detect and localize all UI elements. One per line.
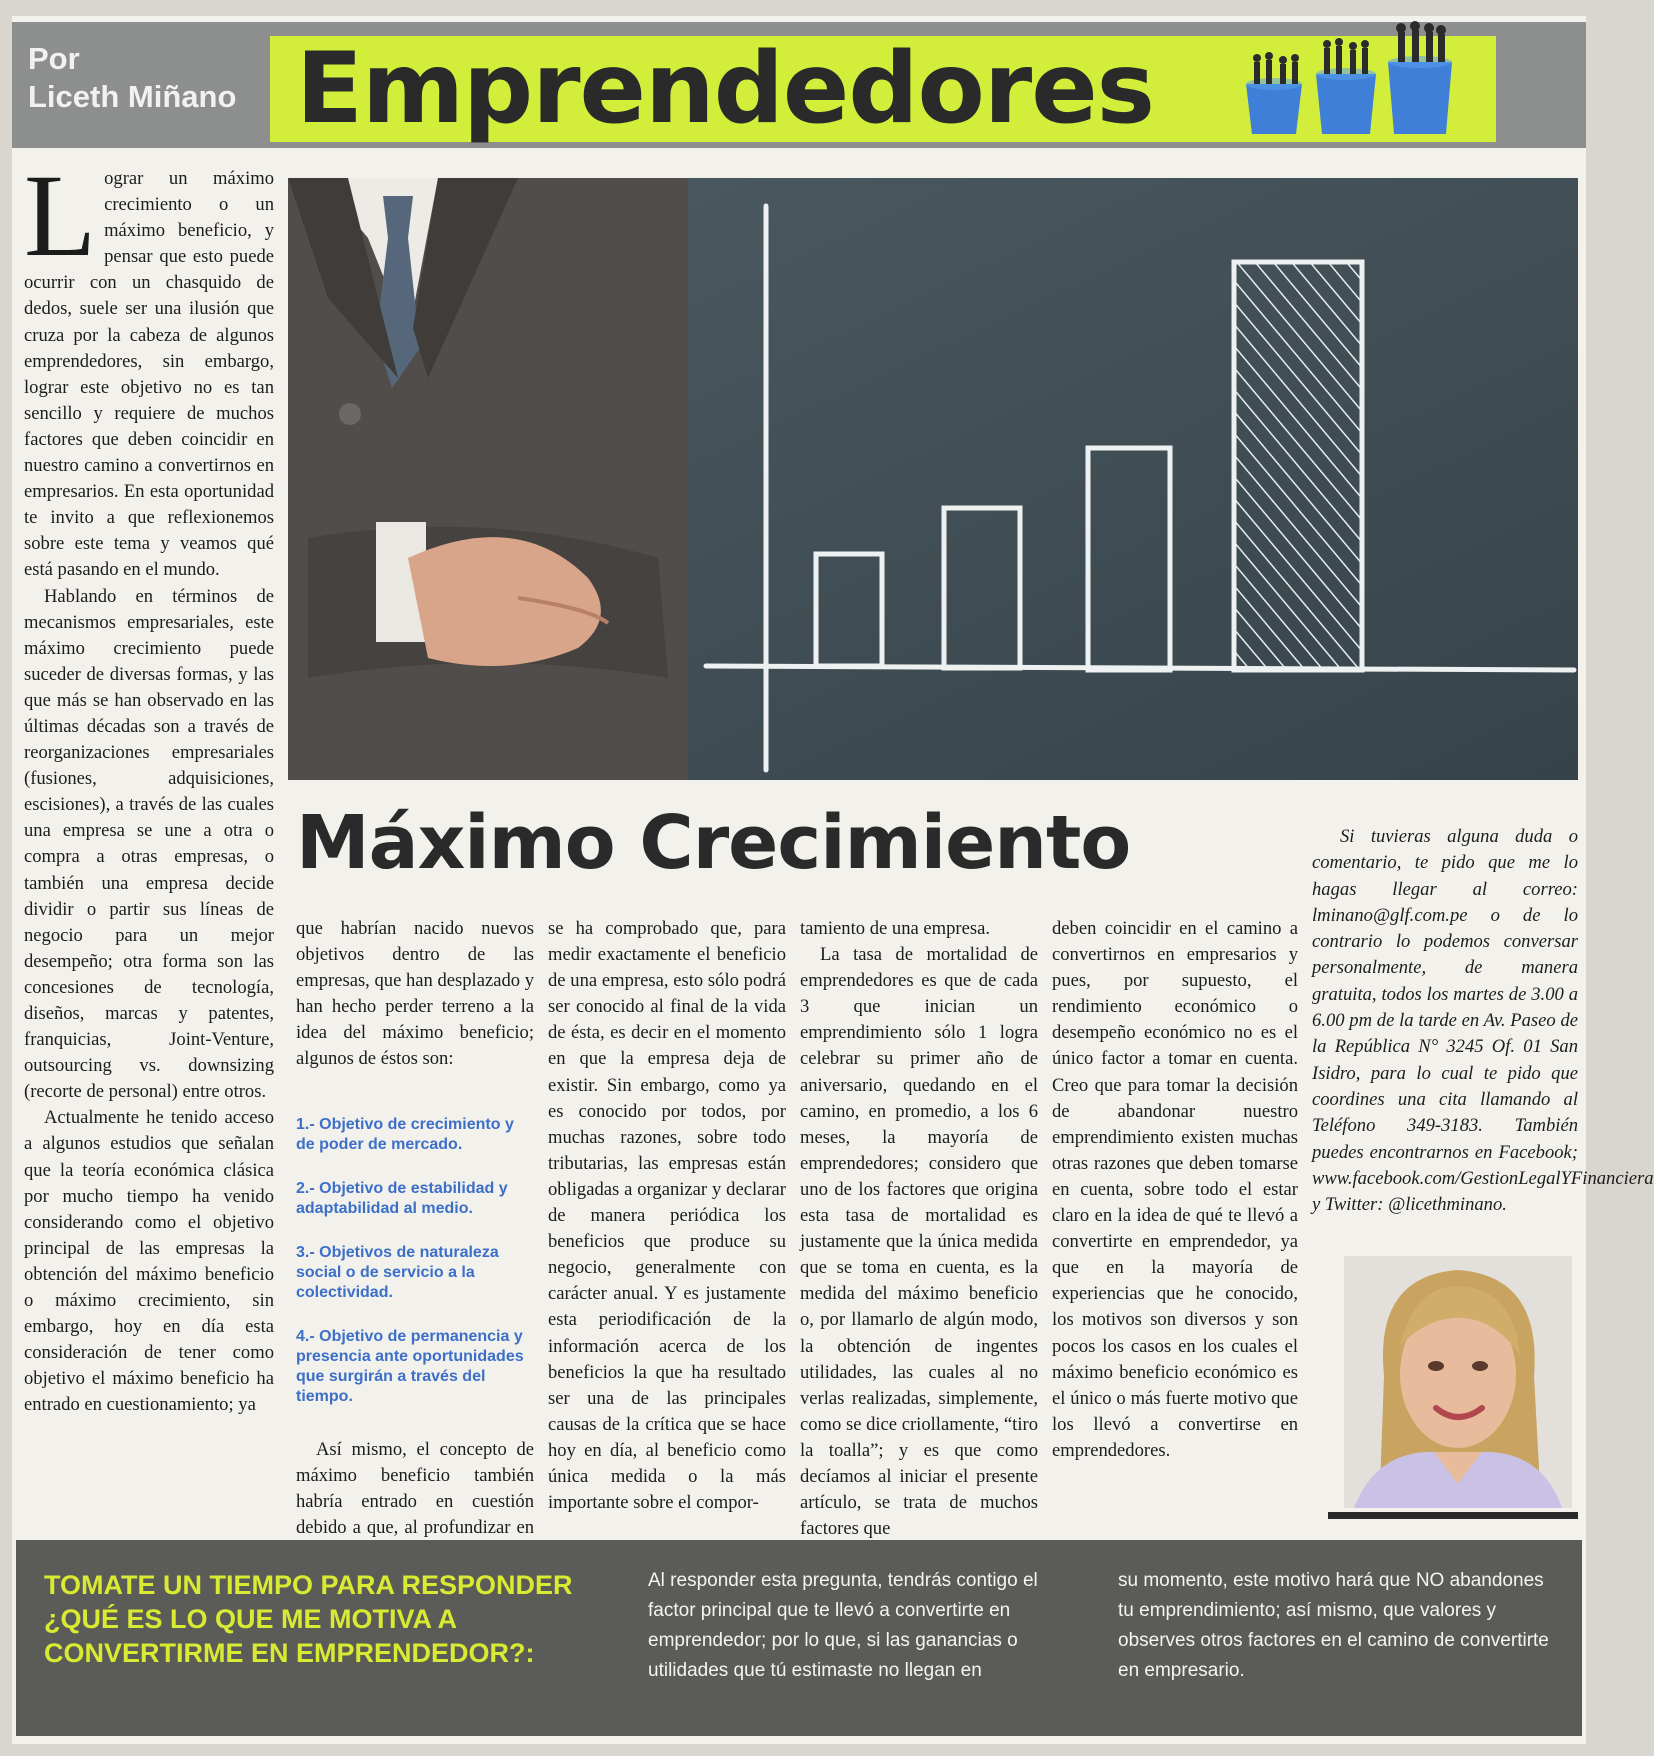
contact-box [1312, 824, 1654, 1218]
drop-cap: L [24, 150, 97, 281]
byline-label: Por [28, 41, 80, 76]
article-title: Máximo Crecimiento [296, 800, 1131, 886]
businessman-chalkboard-image [288, 178, 1578, 780]
footer-question: TOMATE UN TIEMPO PARA RESPONDER ¿QUÉ ES LO QUE ME MOTIVA A CONVERTIRME EN EMPRENDEDOR?: [44, 1570, 573, 1668]
article-column-5 [1052, 916, 1298, 1464]
paragraph: Actualmente he tenido acceso a algunos estudios que señalan que la teoría económica clásica por mucho tiempo ha venido considerando como el objetivo principal de las empresas la obtención del máximo beneficio o máximo crecimiento, sin embargo, hoy en día esta consideración de tener como objetivo el máximo beneficio ha entrado en cuestionamiento; ya [24, 1107, 274, 1416]
author-portrait [1344, 1256, 1572, 1508]
paragraph: Así mismo, el concepto de máximo beneficio también habría entrado en cuestión debido a que, al profundizar en [296, 1438, 534, 1538]
paragraph: que habrían nacido nuevos objetivos dentro de las empresas, que han desplazado y han hecho perder terreno a la idea del máximo beneficio; algunos de éstos son: [296, 918, 535, 1070]
contact-text: Si tuvieras alguna duda o comentario, te pido que me lo hagas llegar al correo: lminano@glf.com.pe o de lo contrario lo podemos conversar personalmente, de manera gratuita, todos los martes de 3.00 a 6.00 pm de la tarde en Av. Paseo de la República N° 3245 Of. 01 San Isidro, para lo cual te pido que coordines una cita llamando al Teléfono 349-3183. También puedes encontrarnos en Facebook; www.facebook.com/GestionLegalYFinanciera y Twitter: @licethminano. [1312, 826, 1654, 1216]
article-column-4 [800, 916, 1038, 1542]
article-column-2 [296, 916, 534, 1567]
list-item: 3.- Objetivos de naturaleza social o de servicio a la colectividad. [296, 1243, 499, 1301]
question-footer [16, 1540, 1582, 1736]
paragraph: Hablando en términos de mecanismos empresariales, este máximo crecimiento puede suceder de diversas formas, y las que más se han observado en las últimas décadas son a través de reorganizaciones empresariales (fusiones, adquisiciones, escisiones), a través de las cuales una empresa se une a otra o compra a otras empresas, o también una empresa decide dividir o partir sus líneas de negocio para un mejor desempeño; otra forma son las concesiones de tecnología, diseños, marcas y patentes, franquicias, Joint-Venture, outsourcing vs. downsizing (recorte de personal) entre otros. [24, 585, 274, 1103]
article-column-3 [548, 916, 786, 1516]
newspaper-page [12, 16, 1654, 1744]
article-photo [288, 178, 1578, 780]
list-item: 1.- Objetivo de crecimiento y de poder de mercado. [296, 1115, 514, 1153]
paragraph: ograr un máximo crecimiento o un máximo beneficio, y pensar que esto puede ocurrir con un chasquido de dedos, suele ser una ilusión que cruza por la cabeza de algunos emprendedores, sin embargo, lograr este objetivo no es tan sencillo y requiere de muchos factores que deben coincidir en nuestro camino a convertirnos en empresarios. En esta oportunidad te invito a que reflexionemos sobre este tema y veamos qué está pasando en el mundo. [24, 168, 274, 581]
business-people-podium-icon [1230, 18, 1490, 142]
divider [1328, 1512, 1578, 1519]
paragraph: deben coincidir en el camino a convertirnos en empresarios y pues, por supuesto, el rendimiento económico o desempeño económico no es el único factor a tomar en cuenta. Creo que para tomar la decisión de abandonar nuestro emprendimiento existen muchas otras razones que deben tomarse en cuenta, sobre todo el estar claro en la idea de qué te llevó a convertirte en emprendedor, ya que en la mayoría de experiencias que he conocido, los motivos son diversos y son pocos los casos en los cuales el máximo beneficio económico es el único o más fuerte motivo que los llevó a convertirse en emprendedores. [1052, 918, 1298, 1461]
paragraph: La tasa de mortalidad de emprendedores es que de cada 3 que inician un emprendimiento sólo 1 logra celebrar su primer año de aniversario, quedando en el camino, en promedio, a los 6 meses, la mayoría de emprendedores; considero que uno de los factores que origina esta tasa de mortalidad es justamente que la única medida que se toma en cuenta, es la medida del máximo beneficio o, por llamarlo de algún modo, la obtención de ingentes utilidades, las cuales al no verlas realizadas, simplemente, como se dice criollamente, “tiro la toalla”; y es que como decíamos al iniciar el presente artículo, se trata de muchos factores que [800, 944, 1039, 1540]
article-column-1 [24, 150, 274, 1419]
footer-text-left: Al responder esta pregunta, tendrás contigo el factor principal que te llevó a convertirte en emprendedor; por lo que, si las ganancias o utilidades que tú estimaste no llegan en [648, 1570, 1038, 1681]
paragraph: se ha comprobado que, para medir exactamente el beneficio de una empresa, esto sólo podrá ser conocido al final de la vida de ésta, es decir en el momento en que la empresa deja de existir. Sin embargo, como ya es conocido por todos, por muchas razones, sobre todo tributarias, las empresas están obligadas a organizar y declarar de manera periódica los beneficios que produce su negocio, generalmente con carácter anual. Y es justamente esta periodificación de la información acerca de los beneficios la que ha resultado ser una de las principales causas de la crítica que se hace hoy en día, al beneficio como única medida o la más importante sobre el compor- [548, 918, 786, 1514]
section-banner [270, 32, 1496, 146]
byline [28, 40, 268, 116]
author-photo-image [1344, 1256, 1572, 1508]
section-title: Emprendedores [296, 32, 1154, 146]
byline-author: Liceth Miñano [28, 79, 237, 114]
objectives-list [296, 1115, 534, 1407]
section-header [12, 22, 1586, 148]
list-item: 2.- Objetivo de estabilidad y adaptabilidad al medio. [296, 1179, 508, 1217]
paragraph: tamiento de una empresa. [800, 918, 990, 939]
list-item: 4.- Objetivo de permanencia y presencia ante oportunidades que surgirán a través del tiempo. [296, 1327, 524, 1405]
footer-text-right: su momento, este motivo hará que NO abandones tu emprendimiento; así mismo, que valores y observes otros factores en el camino de convertirte en empresario. [1118, 1570, 1549, 1681]
